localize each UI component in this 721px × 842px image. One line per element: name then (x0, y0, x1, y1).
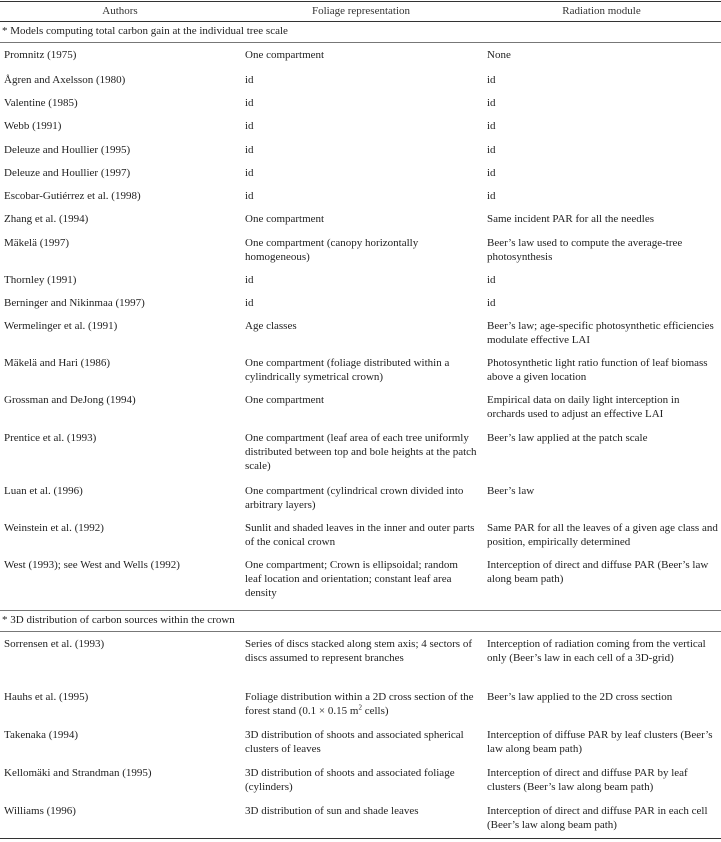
foliage-cell: One compartment (245, 394, 325, 406)
author-cell: Takenaka (1994) (4, 729, 79, 741)
author-cell: Berninger and Nikinmaa (1997) (4, 297, 145, 309)
radiation-cell: id (487, 74, 496, 86)
foliage-cell: id (245, 97, 254, 109)
radiation-cell: id (487, 144, 496, 156)
header-authors: Authors (102, 5, 138, 17)
author-cell: Ågren and Axelsson (1980) (4, 74, 126, 86)
radiation-cell: id (487, 97, 496, 109)
foliage-cell: id (245, 74, 254, 86)
author-cell: Luan et al. (1996) (4, 485, 83, 497)
top-rule (0, 1, 721, 2)
radiation-cell: id (487, 274, 496, 286)
foliage-cell: id (245, 190, 254, 202)
foliage-cell: One compartment (canopy horizontally homogeneous) (245, 237, 419, 263)
author-cell: Sorrensen et al. (1993) (4, 638, 105, 650)
foliage-cell: Sunlit and shaded leaves in the inner and outer parts of the conical crown (245, 522, 475, 548)
radiation-cell: Beer’s law; age-specific photosynthetic efficiencies modulate effective LAI (487, 320, 714, 346)
author-cell: Williams (1996) (4, 805, 76, 817)
bottom-rule (0, 838, 721, 839)
radiation-cell: Beer’s law used to compute the average-tree photosynthesis (487, 237, 683, 263)
radiation-cell: Beer’s law applied to the 2D cross section (487, 691, 673, 703)
foliage-cell: One compartment (leaf area of each tree uniformly distributed between top and bole heights at the patch scale) (245, 432, 477, 472)
author-cell: Escobar-Gutiérrez et al. (1998) (4, 190, 141, 202)
author-cell: Zhang et al. (1994) (4, 213, 89, 225)
radiation-cell: Same incident PAR for all the needles (487, 213, 655, 225)
author-cell: Valentine (1985) (4, 97, 78, 109)
author-cell: Prentice et al. (1993) (4, 432, 97, 444)
radiation-cell: Beer’s law applied at the patch scale (487, 432, 648, 444)
foliage-cell: Foliage distribution within a 2D cross section of the forest stand (0.1 × 0.15 $m^2$ cells) (245, 691, 474, 717)
foliage-cell: id (245, 144, 254, 156)
header-foliage: Foliage representation (311, 5, 411, 17)
radiation-cell: Interception of diffuse PAR by leaf clusters (Beer’s law along beam path) (487, 729, 713, 755)
radiation-cell: Empirical data on daily light interception in orchards used to adjust an effective LAI (487, 394, 680, 420)
foliage-cell: 3D distribution of sun and shade leaves (245, 805, 419, 817)
author-cell: Mäkelä and Hari (1986) (4, 357, 110, 369)
foliage-cell: One compartment (foliage distributed within a cylindrically symetrical crown) (245, 357, 450, 383)
header-rule (0, 21, 721, 22)
foliage-cell: 3D distribution of shoots and associated spherical clusters of leaves (245, 729, 464, 755)
header-radiation: Radiation module (562, 5, 641, 17)
section-rule (0, 610, 721, 611)
author-cell: Mäkelä (1997) (4, 237, 70, 249)
author-cell: Thornley (1991) (4, 274, 77, 286)
radiation-cell: Interception of direct and diffuse PAR (Beer’s law along beam path) (487, 559, 709, 585)
radiation-cell: id (487, 297, 496, 309)
radiation-cell: Same PAR for all the leaves of a given age class and position, empirically determined (487, 522, 718, 548)
foliage-cell: id (245, 274, 254, 286)
radiation-cell: Interception of direct and diffuse PAR in each cell (Beer’s law along beam path) (487, 805, 708, 831)
radiation-cell: None (487, 49, 511, 61)
author-cell: Deleuze and Houllier (1995) (4, 144, 131, 156)
radiation-cell: Beer’s law (487, 485, 535, 497)
author-cell: Grossman and DeJong (1994) (4, 394, 136, 406)
radiation-cell: Photosynthetic light ratio function of leaf biomass above a given location (487, 357, 708, 383)
author-cell: Webb (1991) (4, 120, 62, 132)
foliage-cell: id (245, 167, 254, 179)
section-rule (0, 631, 721, 632)
foliage-cell: Age classes (245, 320, 297, 332)
radiation-cell: Interception of direct and diffuse PAR by leaf clusters (Beer’s law along beam path) (487, 767, 688, 793)
foliage-cell: One compartment; Crown is ellipsoidal; random leaf location and orientation; constant leaf area density (245, 559, 458, 599)
author-cell: West (1993); see West and Wells (1992) (4, 559, 180, 571)
author-cell: Hauhs et al. (1995) (4, 691, 89, 703)
author-cell: Deleuze and Houllier (1997) (4, 167, 131, 179)
author-cell: Promnitz (1975) (4, 49, 77, 61)
radiation-cell: id (487, 120, 496, 132)
radiation-cell: id (487, 167, 496, 179)
section-rule (0, 42, 721, 43)
foliage-cell: One compartment (245, 49, 325, 61)
foliage-cell: id (245, 297, 254, 309)
radiation-cell: Interception of radiation coming from the vertical only (Beer’s law in each cell of a 3D-grid) (487, 638, 706, 664)
foliage-cell: id (245, 120, 254, 132)
foliage-cell: 3D distribution of shoots and associated foliage (cylinders) (245, 767, 455, 793)
author-cell: Kellomäki and Strandman (1995) (4, 767, 152, 779)
foliage-cell: Series of discs stacked along stem axis; 4 sectors of discs assumed to represent branches (245, 638, 472, 664)
author-cell: Weinstein et al. (1992) (4, 522, 104, 534)
foliage-cell: One compartment (245, 213, 325, 225)
section-title: * Models computing total carbon gain at the individual tree scale (2, 25, 288, 37)
section-title: * 3D distribution of carbon sources within the crown (2, 614, 235, 626)
author-cell: Wermelinger et al. (1991) (4, 320, 118, 332)
radiation-cell: id (487, 190, 496, 202)
foliage-cell: One compartment (cylindrical crown divided into arbitrary layers) (245, 485, 464, 511)
